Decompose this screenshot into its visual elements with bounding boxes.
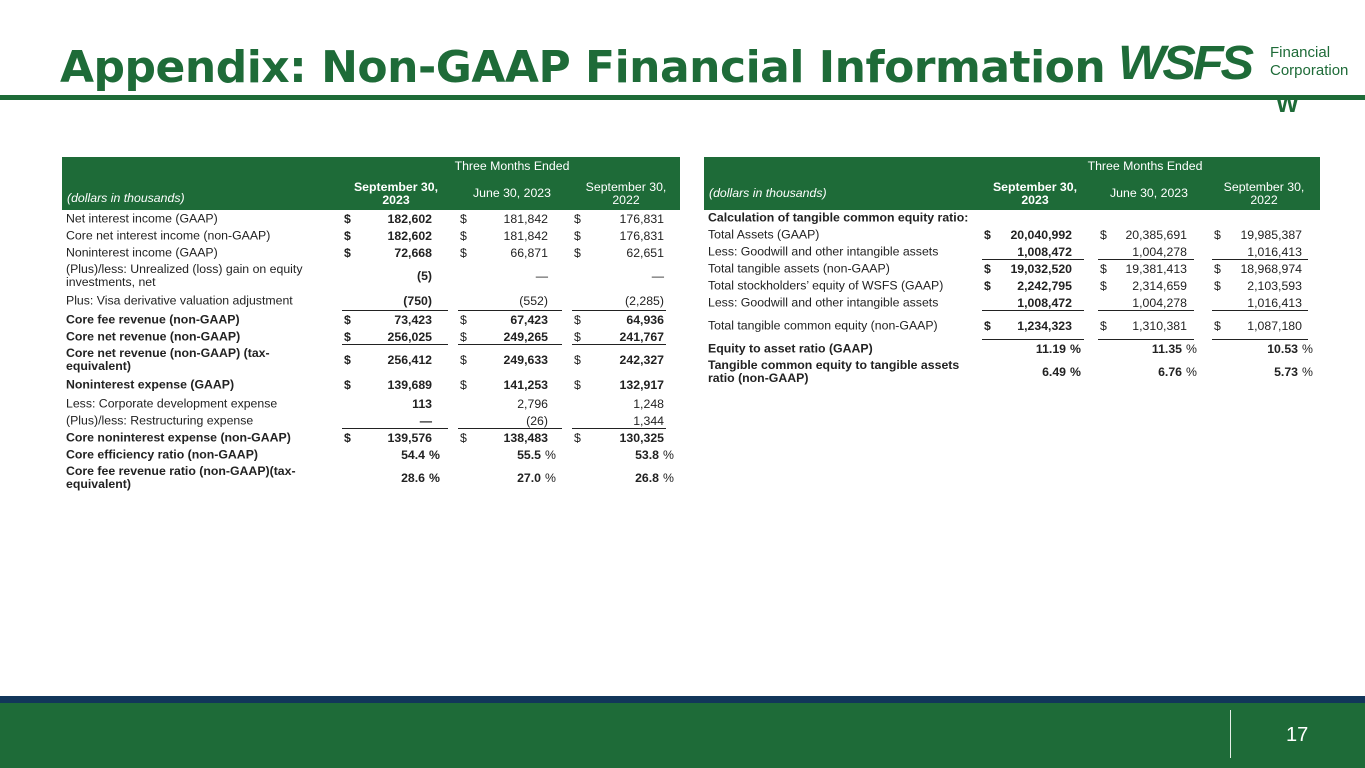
cell-value: 1,344 [633,413,664,428]
percent-sign: % [545,470,556,485]
table-row [704,294,1320,311]
cell-value: 139,576 [387,430,432,445]
dollar-sign: $ [574,329,581,344]
row-label: Plus: Visa derivative valuation adjustment [66,293,293,307]
dollar-sign: $ [574,377,581,392]
table-row [62,227,680,244]
wsfs-logo [1118,37,1358,118]
table-row [62,412,680,429]
table-row [62,429,680,446]
row-label: Core fee revenue ratio (non-GAAP)(tax-equivalent) [66,463,296,491]
table-row [62,374,680,395]
table-row [62,395,680,412]
dollar-sign: $ [1100,278,1107,293]
row-label: Less: Corporate development expense [66,396,278,410]
dollar-sign: $ [984,227,991,242]
column-header: June 30, 2023 [473,186,551,200]
table-row [62,290,680,311]
dollar-sign: $ [460,211,467,226]
percent-sign: % [545,447,556,462]
cell-value: 2,242,795 [1017,278,1072,293]
cell-value: 55.5 [517,447,541,462]
percent-sign: % [663,470,674,485]
dollar-sign: $ [1214,278,1221,293]
table-row [704,243,1320,260]
cell-value: (5) [416,268,432,283]
logo-line-2: Corporation [1270,62,1349,79]
dollar-sign: $ [984,318,991,333]
dollar-sign: $ [574,245,581,260]
cell-value: 19,985,387 [1240,227,1302,242]
cell-value: 64,936 [626,312,664,327]
cell-value: 113 [412,396,432,411]
cell-value: 138,483 [503,430,548,445]
dollar-sign: $ [984,261,991,276]
cell-value: 67,423 [510,312,548,327]
row-label: Core fee revenue (non-GAAP) [66,312,240,326]
table-row [704,277,1320,294]
cell-value: 256,025 [387,329,432,344]
footer-stripe [0,696,1365,703]
row-label: Core net revenue (non-GAAP) (tax-equivalent) [66,345,270,373]
dollar-sign: $ [574,211,581,226]
percent-sign: % [429,470,440,485]
percent-sign: % [1302,341,1313,356]
table-row [704,340,1320,357]
row-label: Core efficiency ratio (non-GAAP) [66,447,258,461]
cell-value: 1,087,180 [1247,318,1302,333]
cell-value: 20,385,691 [1125,227,1187,242]
units-label: (dollars in thousands) [67,191,185,205]
table-row [62,244,680,261]
dollar-sign: $ [574,312,581,327]
cell-value: 242,327 [619,352,664,367]
column-header: September 30, 2022 [1223,180,1305,207]
cell-value: 1,008,472 [1017,244,1072,259]
cell-value: 241,767 [619,329,664,344]
cell-value: 20,040,992 [1010,227,1072,242]
row-label: Net interest income (GAAP) [66,211,218,225]
table-body [704,226,1320,386]
table-row [62,311,680,328]
cell-value: 28.6 [401,470,425,485]
cell-value: 18,968,974 [1240,261,1302,276]
dollar-sign: $ [344,329,351,344]
cell-value: 19,381,413 [1125,261,1187,276]
table-row [62,210,680,227]
column-header: June 30, 2023 [1110,186,1188,200]
row-label: Less: Goodwill and other intangible assets [708,244,939,258]
cell-value: 53.8 [635,447,659,462]
cell-value: 181,842 [503,228,548,243]
table-row [62,463,680,492]
dollar-sign: $ [344,377,351,392]
cell-value: 182,602 [387,228,432,243]
dollar-sign: $ [460,377,467,392]
units-label: (dollars in thousands) [709,186,827,200]
column-header: September 30, 2022 [585,180,667,207]
core-revenue-table [62,157,680,492]
footer-bar [0,703,1365,768]
cell-value: (750) [403,293,432,308]
dollar-sign: $ [344,211,351,226]
cell-value: (552) [519,293,548,308]
cell-value: 182,602 [387,211,432,226]
percent-sign: % [1186,341,1197,356]
row-label: Core noninterest expense (non-GAAP) [66,430,291,444]
table-row [704,260,1320,277]
row-label: (Plus)/less: Restructuring expense [66,413,254,427]
dollar-sign: $ [1100,261,1107,276]
row-label: Total stockholders’ equity of WSFS (GAAP) [708,278,944,292]
dollar-sign: $ [1100,227,1107,242]
table-header [704,157,1320,210]
percent-sign: % [1302,364,1313,379]
cell-value: 6.49 [1042,364,1066,379]
cell-value: 11.19 [1035,341,1066,356]
table-row [704,311,1320,340]
dollar-sign: $ [460,312,467,327]
dollar-sign: $ [1214,227,1221,242]
column-header: September 30, 2023 [992,180,1078,207]
row-label: Tangible common equity to tangible assets ratio (non-GAAP) [708,357,960,385]
table-row [62,446,680,463]
dollar-sign: $ [1214,318,1221,333]
row-label: Noninterest expense (GAAP) [66,377,235,391]
dollar-sign: $ [344,430,351,445]
cell-value: 5.73 [1274,364,1298,379]
dollar-sign: $ [460,352,467,367]
dollar-sign: $ [574,352,581,367]
tangible-equity-table [704,157,1320,386]
dollar-sign: $ [460,245,467,260]
dollar-sign: $ [344,312,351,327]
dollar-sign: $ [460,329,467,344]
dollar-sign: $ [574,430,581,445]
cell-value: 1,248 [633,396,664,411]
row-label: Core net interest income (non-GAAP) [66,228,271,242]
cell-value: 249,633 [503,352,548,367]
cell-value: 1,310,381 [1132,318,1187,333]
period-header: Three Months Ended [454,159,570,173]
cell-value: (2,285) [625,293,664,308]
cell-value: 1,004,278 [1132,244,1187,259]
row-label: Less: Goodwill and other intangible assets [708,295,939,309]
dollar-sign: $ [344,245,351,260]
dollar-sign: $ [1214,261,1221,276]
section-label: Calculation of tangible common equity ratio: [708,210,969,225]
cell-value: 10.53 [1267,341,1298,356]
cell-value: 1,008,472 [1017,295,1072,310]
dollar-sign: $ [460,228,467,243]
cell-value: 181,842 [503,211,548,226]
period-header: Three Months Ended [1087,159,1203,173]
cell-value: 54.4 [401,447,425,462]
dollar-sign: $ [344,228,351,243]
page-number: 17 [1286,724,1309,746]
cell-value: 1,004,278 [1132,295,1187,310]
percent-sign: % [1186,364,1197,379]
cell-value: 249,265 [503,329,548,344]
dollar-sign: $ [984,278,991,293]
table-header [62,157,680,210]
cell-value: 1,016,413 [1247,244,1302,259]
row-label: Total tangible assets (non-GAAP) [708,261,890,275]
cell-value: 139,689 [387,377,432,392]
cell-value: — [419,413,432,428]
cell-value: 26.8 [635,470,659,485]
cell-value: 1,234,323 [1017,318,1072,333]
row-label: Total Assets (GAAP) [708,227,820,241]
cell-value: 132,917 [619,377,664,392]
logo-mark: WSFS [1118,37,1251,90]
cell-value: 62,651 [626,245,664,260]
dollar-sign: $ [574,228,581,243]
row-label: (Plus)/less: Unrealized (loss) gain on equity investments, net [66,261,303,289]
percent-sign: % [663,447,674,462]
cell-value: 73,423 [394,312,432,327]
cell-value: — [535,268,548,283]
percent-sign: % [1070,341,1081,356]
dollar-sign: $ [344,352,351,367]
row-label: Noninterest income (GAAP) [66,245,218,259]
cell-value: 256,412 [387,352,432,367]
logo-line-1: Financial [1270,44,1331,61]
cell-value: 11.35 [1151,341,1182,356]
cell-value: 1,016,413 [1247,295,1302,310]
logo-subtitle [1270,44,1348,80]
footer-divider [1230,710,1231,758]
table-row [704,226,1320,243]
table-body [62,210,680,492]
cell-value: 27.0 [517,470,541,485]
cell-value: 2,796 [517,396,548,411]
column-header: September 30, 2023 [353,180,439,207]
percent-sign: % [1070,364,1081,379]
table-row [62,328,680,345]
dollar-sign: $ [1100,318,1107,333]
cell-value: 176,831 [619,228,664,243]
page-title: Appendix: Non-GAAP Financial Information [60,42,1106,93]
cell-value: 176,831 [619,211,664,226]
cell-value: 130,325 [619,430,664,445]
cell-value: 19,032,520 [1010,261,1072,276]
table-row [62,345,680,374]
logo-w-mark: W [1276,91,1299,118]
cell-value: 6.76 [1158,364,1182,379]
cell-value: 2,314,659 [1132,278,1187,293]
cell-value: — [651,268,664,283]
percent-sign: % [429,447,440,462]
row-label: Equity to asset ratio (GAAP) [708,341,873,355]
row-label: Core net revenue (non-GAAP) [66,329,241,343]
row-label: Total tangible common equity (non-GAAP) [708,318,938,332]
section-label-row [704,210,1320,226]
cell-value: 66,871 [510,245,548,260]
cell-value: (26) [526,413,548,428]
cell-value: 2,103,593 [1247,278,1302,293]
cell-value: 141,253 [503,377,548,392]
dollar-sign: $ [460,430,467,445]
table-row [62,261,680,290]
cell-value: 72,668 [394,245,432,260]
table-row [704,357,1320,386]
